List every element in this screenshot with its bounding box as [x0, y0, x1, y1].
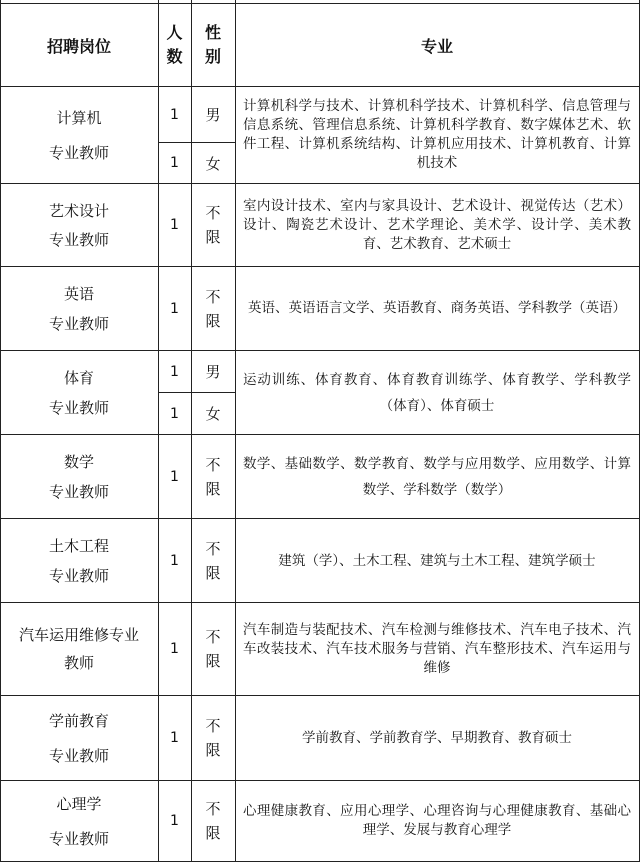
table-row-position [0, 87, 158, 183]
headcount-value: 1 [170, 813, 179, 829]
position-name: 学前教育 [48, 712, 109, 730]
position-name: 专业教师 [48, 315, 109, 333]
header-gender-char: 别 [204, 47, 221, 66]
position-name: 专业教师 [48, 483, 109, 501]
gender [191, 519, 235, 602]
position-name: 教师 [63, 654, 94, 672]
major-text: 运动训练、体育教育、体育教育训练学、体育教学、学科教学（体育）、体育硕士 [243, 371, 631, 414]
position-name: 专业教师 [48, 399, 109, 417]
major-text: 汽车制造与装配技术、汽车检测与维修技术、汽车电子技术、汽车改装技术、汽车技术服务与营销、汽车整形技术、汽车运用与维修 [243, 621, 631, 676]
table-row-position [0, 603, 158, 695]
headcount-value: 1 [170, 300, 179, 317]
headcount [158, 143, 191, 183]
position-name: 专业教师 [48, 747, 109, 765]
gender [191, 184, 235, 266]
header-position [0, 4, 158, 86]
position-name: 数学 [63, 453, 94, 471]
gender-value: 不 [205, 204, 221, 222]
gender [191, 143, 235, 183]
position-name: 专业教师 [48, 144, 109, 162]
major-list [235, 351, 639, 434]
table-row-position [0, 435, 158, 518]
gender-value: 不 [205, 455, 221, 474]
major-text: 英语、英语语言文学、英语教育、商务英语、学科教学（英语） [248, 300, 626, 316]
major-text: 学前教育、学前教育学、早期教育、教育硕士 [302, 729, 572, 746]
headcount [158, 435, 191, 518]
table-row-position [0, 267, 158, 350]
table-row-position [0, 696, 158, 780]
gender [191, 351, 235, 392]
gender [191, 781, 235, 861]
position-name: 体育 [63, 369, 94, 387]
major-list [235, 696, 639, 780]
header-count-char: 数 [166, 47, 183, 66]
headcount [158, 351, 191, 392]
major-text: 心理健康教育、应用心理学、心理咨询与心理健康教育、基础心理学、发展与教育心理学 [243, 803, 631, 838]
gender [191, 393, 235, 434]
headcount-value: 1 [170, 468, 179, 485]
headcount [158, 184, 191, 266]
major-list [235, 267, 639, 350]
header-count-char: 人 [166, 23, 183, 42]
position-name: 心理学 [56, 795, 102, 813]
gender-value: 女 [205, 154, 221, 173]
headcount-value: 1 [170, 363, 179, 380]
gender-value: 限 [205, 652, 221, 670]
position-name: 土木工程 [48, 537, 109, 555]
major-text: 建筑（学）、土木工程、建筑与土木工程、建筑学硕士 [278, 552, 596, 569]
table-row-position [0, 351, 158, 434]
position-name: 专业教师 [48, 567, 109, 585]
major-text: 室内设计技术、室内与家具设计、艺术设计、视觉传达（艺术）设计、陶瓷艺术设计、艺术学理论、美术学、设计学、美术教育、艺术教育、艺术硕士 [243, 197, 631, 252]
headcount [158, 267, 191, 350]
position-name: 艺术设计 [48, 202, 109, 220]
major-list [235, 435, 639, 518]
gender-value: 男 [205, 106, 221, 124]
gender-value: 不 [205, 539, 221, 558]
gender [191, 696, 235, 780]
header-major [235, 4, 639, 86]
headcount-value: 1 [170, 405, 179, 422]
position-name: 汽车运用维修专业 [18, 626, 139, 644]
headcount [158, 87, 191, 142]
major-list [235, 184, 639, 266]
gender-value: 不 [205, 628, 221, 646]
table-row-position [0, 781, 158, 861]
major-list [235, 781, 639, 861]
major-list [235, 87, 639, 183]
position-name: 计算机 [56, 109, 102, 127]
gender-value: 限 [205, 479, 221, 498]
gender-value: 限 [205, 824, 221, 842]
gender-value: 限 [205, 563, 221, 582]
major-list [235, 603, 639, 695]
gender-value: 限 [205, 311, 221, 330]
headcount [158, 519, 191, 602]
headcount [158, 696, 191, 780]
table-row-position [0, 519, 158, 602]
headcount [158, 781, 191, 861]
major-text: 计算机科学与技术、计算机科学技术、计算机科学、信息管理与信息系统、管理信息系统、计算机科学教育、数字媒体艺术、软件工程、计算机系统结构、计算机应用技术、计算机教育、计算机技术 [243, 98, 631, 171]
gender-value: 不 [205, 717, 221, 735]
gender-value: 限 [205, 741, 221, 759]
gender-value: 男 [205, 363, 221, 381]
header-gender [191, 4, 235, 86]
gender [191, 267, 235, 350]
headcount-value: 1 [170, 155, 179, 171]
gender-value: 不 [205, 287, 221, 306]
gender-value: 不 [205, 800, 221, 818]
headcount [158, 603, 191, 695]
position-name: 专业教师 [48, 830, 109, 848]
header-count [158, 4, 191, 86]
table-row-position [0, 184, 158, 266]
gender [191, 603, 235, 695]
headcount-value: 1 [170, 217, 179, 233]
headcount-value: 1 [170, 106, 179, 123]
major-list [235, 519, 639, 602]
header-major-label: 专业 [420, 36, 453, 56]
major-text: 数学、基础数学、数学教育、数学与应用数学、应用数学、计算数学、学科数学（数学） [243, 455, 631, 498]
headcount-value: 1 [170, 552, 179, 569]
position-name: 专业教师 [48, 231, 109, 249]
gender-value: 女 [205, 405, 221, 423]
headcount-value: 1 [170, 730, 179, 746]
headcount [158, 393, 191, 434]
header-gender-char: 性 [204, 23, 221, 42]
gender [191, 87, 235, 142]
gender-value: 限 [205, 228, 221, 246]
headcount-value: 1 [170, 641, 179, 657]
position-name: 英语 [63, 285, 94, 303]
header-position-label: 招聘岗位 [46, 36, 111, 56]
gender [191, 435, 235, 518]
